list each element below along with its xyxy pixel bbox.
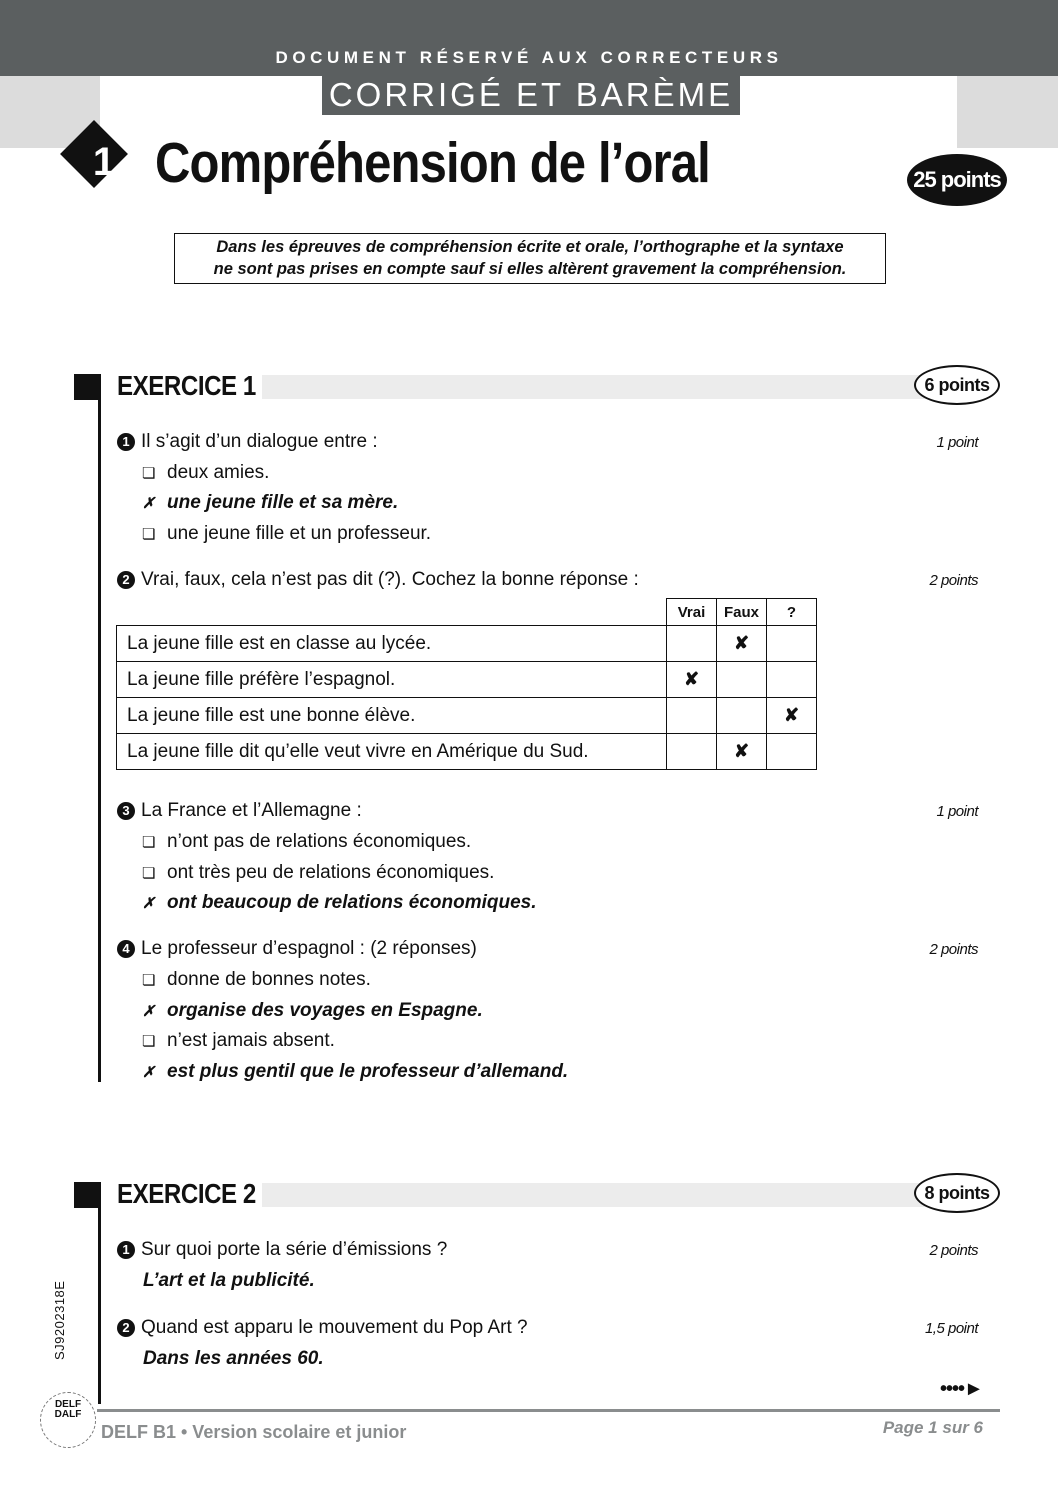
question-number: 1 (117, 433, 135, 451)
checkbox-empty-icon: ❏ (142, 972, 156, 989)
cell-faux: ✘ (717, 734, 767, 770)
question-text: Quand est apparu le mouvement du Pop Art ? (141, 1317, 528, 1338)
question-number: 4 (117, 940, 135, 958)
option-correct (142, 1000, 483, 1022)
question-2-1 (117, 1239, 447, 1261)
question-number: 2 (117, 1319, 135, 1337)
question-1-3 (117, 800, 362, 822)
question-text: Le professeur d’espagnol : (2 réponses) (141, 938, 477, 959)
cell-vrai (667, 698, 717, 734)
statement: La jeune fille préfère l’espagnol. (117, 662, 667, 698)
option-correct (142, 892, 537, 914)
checkbox-checked-icon: ✗ (142, 495, 155, 512)
checkbox-checked-icon: ✗ (142, 1003, 155, 1020)
cell-faux (717, 662, 767, 698)
question-1-4 (117, 938, 477, 960)
table-row (117, 662, 817, 698)
question-text: Il s’agit d’un dialogue entre : (141, 431, 378, 452)
footer-rule (97, 1409, 1000, 1412)
question-number: 3 (117, 802, 135, 820)
option (142, 462, 269, 484)
option-text: donne de bonnes notes. (167, 969, 371, 990)
question-1-2-points: 2 points (929, 572, 978, 589)
statement: La jeune fille est une bonne élève. (117, 698, 667, 734)
cell-faux: ✘ (717, 626, 767, 662)
table-row (117, 698, 817, 734)
answer: L’art et la publicité. (143, 1270, 315, 1291)
checkbox-empty-icon: ❏ (142, 834, 156, 851)
question-2-2 (117, 1317, 528, 1339)
option (142, 969, 371, 991)
footer-exam-label: DELF B1 • Version scolaire et junior (101, 1422, 407, 1442)
notice-line-2: ne sont pas prises en compte sauf si elles altèrent gravement la compréhension. (213, 260, 847, 278)
cell-nsp: ✘ (767, 698, 817, 734)
column-header-nsp: ? (767, 599, 817, 626)
option (142, 862, 494, 884)
question-2-1-points: 2 points (929, 1242, 978, 1259)
logo-text: DELF DALF (54, 1399, 82, 1420)
question-2-2-points: 1,5 point (924, 1320, 978, 1337)
option-text: organise des voyages en Espagne. (167, 1000, 483, 1021)
exercise-2-marker (74, 1182, 100, 1208)
cell-nsp (767, 734, 817, 770)
exercise-1-title: EXERCICE 1 (117, 370, 256, 401)
question-1-4-points: 2 points (929, 941, 978, 958)
question-1-3-points: 1 point (936, 803, 978, 820)
question-text: Sur quoi porte la série d’émissions ? (141, 1239, 448, 1260)
answer: Dans les années 60. (143, 1348, 324, 1369)
option (142, 831, 471, 853)
page-number: Page 1 sur 6 (882, 1418, 983, 1437)
option-text: deux amies. (167, 462, 270, 483)
option-text: est plus gentil que le professeur d’allemand. (167, 1061, 569, 1082)
true-false-table (116, 598, 817, 770)
question-1-1-points: 1 point (936, 434, 978, 451)
exercise-2-points-badge: 8 points (914, 1173, 1000, 1213)
exercise-2-header-bar (262, 1183, 932, 1207)
exercise-1-rule (98, 374, 101, 1082)
notice-line-1: Dans les épreuves de compréhension écrite et orale, l’orthographe et la syntaxe (216, 238, 844, 256)
question-number: 1 (117, 1241, 135, 1259)
column-header-faux: Faux (717, 599, 767, 626)
option-text: ont beaucoup de relations économiques. (167, 892, 537, 913)
header-side-right (957, 76, 1058, 148)
continue-arrow-icon: ••••► (940, 1378, 983, 1400)
checkbox-empty-icon: ❏ (142, 526, 156, 543)
cell-nsp (767, 626, 817, 662)
checkbox-empty-icon: ❏ (142, 465, 156, 482)
page-title: Compréhension de l’oral (155, 131, 710, 195)
statement: La jeune fille est en classe au lycée. (117, 626, 667, 662)
question-number: 2 (117, 571, 135, 589)
option-text: ont très peu de relations économiques. (167, 862, 495, 883)
exercise-1-marker (74, 374, 100, 400)
checkbox-empty-icon: ❏ (142, 1033, 156, 1050)
option-correct (142, 492, 398, 514)
table-header-row (117, 599, 817, 626)
option (142, 1030, 335, 1052)
table-row (117, 626, 817, 662)
cell-nsp (767, 662, 817, 698)
cell-vrai: ✘ (667, 662, 717, 698)
checkbox-empty-icon: ❏ (142, 865, 156, 882)
checkbox-checked-icon: ✗ (142, 1064, 155, 1081)
option-correct (142, 1061, 568, 1083)
exercise-2-rule (98, 1182, 101, 1404)
option-text: une jeune fille et un professeur. (167, 523, 432, 544)
notice-box (174, 233, 886, 284)
total-points-badge: 25 points (907, 154, 1007, 206)
option (142, 523, 431, 545)
subtitle-banner: CORRIGÉ ET BARÈME (322, 75, 740, 115)
option-text: n’ont pas de relations économiques. (167, 831, 472, 852)
statement: La jeune fille dit qu’elle veut vivre en Amérique du Sud. (117, 734, 667, 770)
question-text: La France et l’Allemagne : (141, 800, 362, 821)
table-row (117, 734, 817, 770)
cell-vrai (667, 734, 717, 770)
question-1-2 (117, 569, 639, 591)
question-text: Vrai, faux, cela n’est pas dit (?). Cochez la bonne réponse : (141, 569, 639, 590)
table-header-blank (117, 599, 667, 626)
question-1-1 (117, 431, 378, 453)
exercise-1-header-bar (262, 375, 932, 399)
option-text: n’est jamais absent. (167, 1030, 335, 1051)
section-number: 1 (92, 140, 116, 184)
checkbox-checked-icon: ✗ (142, 895, 155, 912)
document-code: SJ9202318E (52, 1280, 67, 1360)
column-header-vrai: Vrai (667, 599, 717, 626)
exercise-2-title: EXERCICE 2 (117, 1178, 256, 1209)
reserved-banner: DOCUMENT RÉSERVÉ AUX CORRECTEURS (275, 48, 783, 67)
cell-faux (717, 698, 767, 734)
option-text: une jeune fille et sa mère. (167, 492, 399, 513)
cell-vrai (667, 626, 717, 662)
exercise-1-points-badge: 6 points (914, 365, 1000, 405)
